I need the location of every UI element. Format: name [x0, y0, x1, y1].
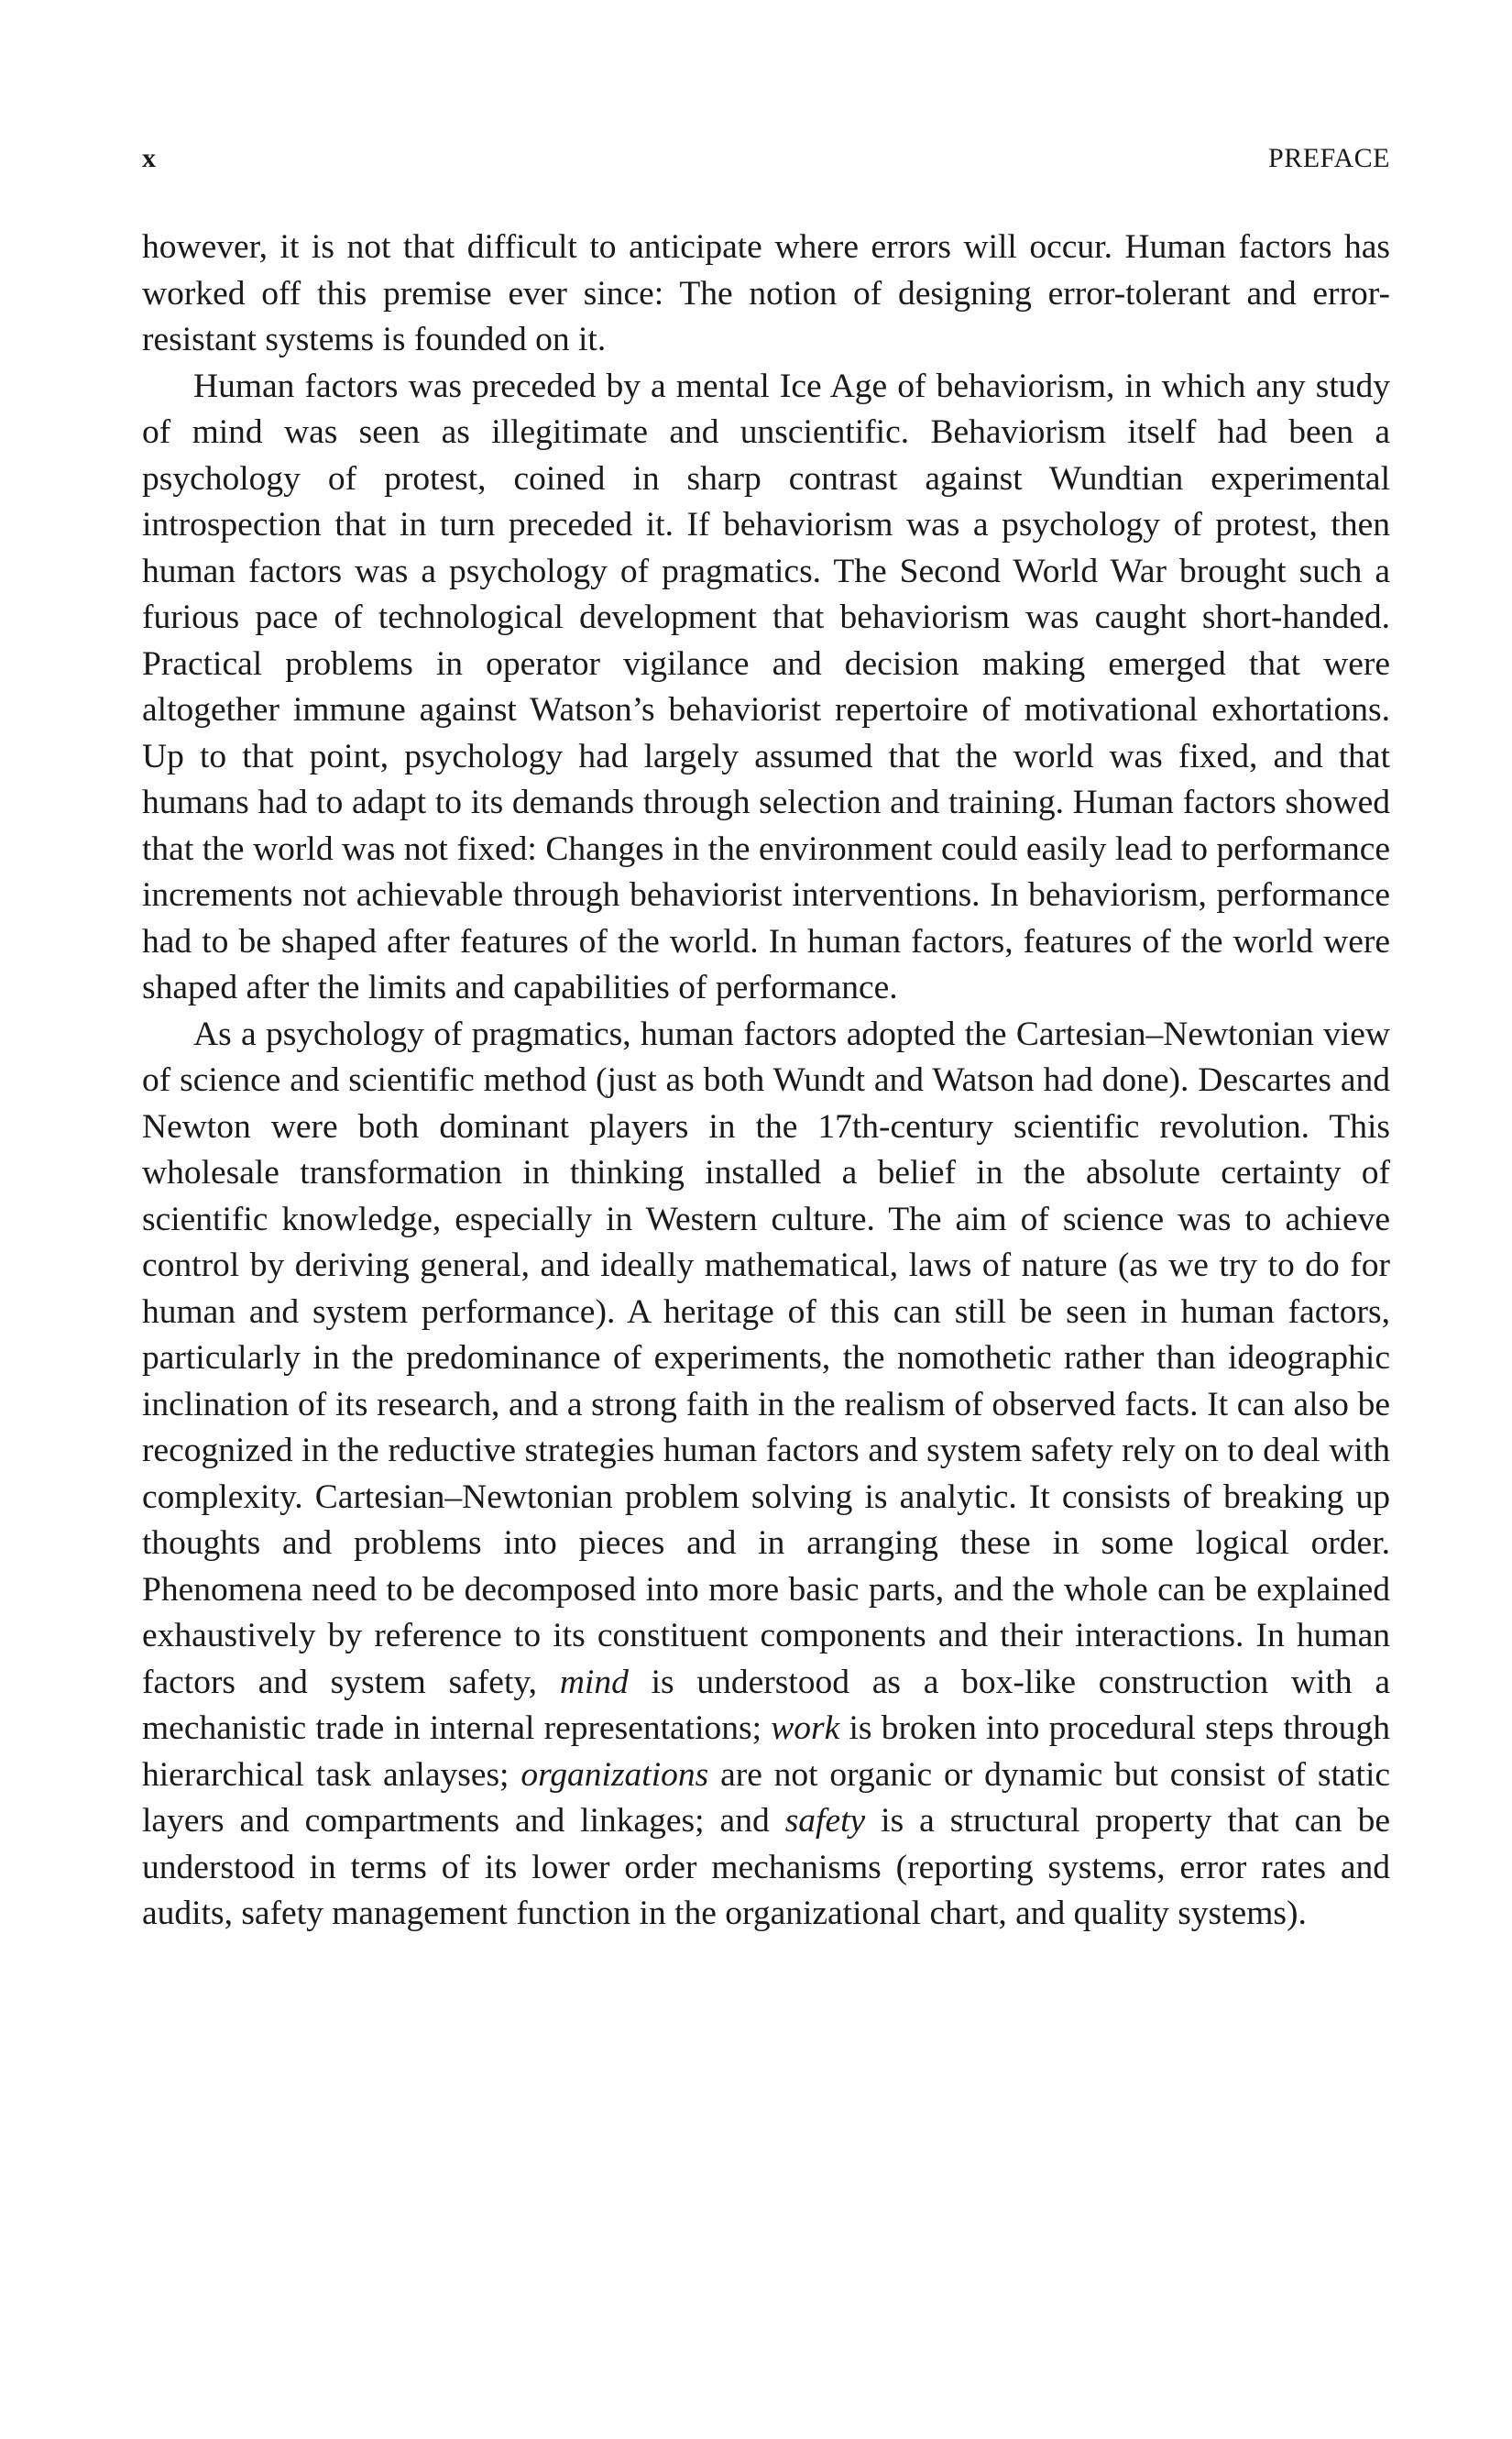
- paragraph-3: [142, 1012, 1390, 1938]
- term-safety: safety: [784, 1802, 866, 1840]
- paragraph-2: Human factors was preceded by a mental Ice Age of behaviorism, in which any study of mind was seen as illegitimate and unscientific. Behaviorism itself had been a psychology of protest, coined in sharp contrast against Wundtian experimental introspection that in turn preceded it. If behaviorism was a psychology of protest, then human factors was a psychology of pragmatics. The Second World War brought such a furious pace of technological development that behaviorism was caught short-handed. Practical problems in operator vigilance and decision making emerged that were altogether immune against Watson’s behaviorist repertoire of motivational exhortations. Up to that point, psychology had largely assumed that the world was fixed, and that humans had to adapt to its demands through selection and training. Human factors showed that the world was not fixed: Changes in the environment could easily lead to performance increments not achievable through behaviorist interventions. In behaviorism, performance had to be shaped after features of the world. In human factors, features of the world were shaped after the limits and capabilities of performance.: [142, 367, 1390, 1006]
- paragraph-3-part-5: is a structural property that can be understood in terms of its lower order mechanisms (reporting systems, error rates and audits, safety management function in the organizational chart, and quality systems).: [142, 1802, 1390, 1932]
- term-work: work: [771, 1709, 840, 1747]
- term-organizations: organizations: [520, 1755, 709, 1794]
- paragraph-3-part-4: are not organic or dynamic but consist of static layers and compartments and linkages; and: [142, 1755, 1391, 1840]
- running-section-title: PREFACE: [1268, 143, 1390, 173]
- term-mind: mind: [559, 1663, 629, 1701]
- paragraph-3-part-1: As a psychology of pragmatics, human factors adopted the Cartesian–Newtonian view of science and scientific method (just as both Wundt and Watson had done). Descartes and Newton were both dominant players in the 17th-century scientific revolution. This wholesale transformation in thinking installed a belief in the absolute certainty of scientific knowledge, especially in Western culture. The aim of science was to achieve control by deriving general, and ideally mathematical, laws of nature (as we try to do for human and system performance). A heritage of this can still be seen in human factors, particularly in the predominance of experiments, the nomothetic rather than ideographic inclination of its research, and a strong faith in the realism of observed facts. It can also be recognized in the reductive strategies human factors and system safety rely on to deal with complexity. Cartesian–Newtonian problem solving is analytic. It consists of breaking up thoughts and problems into pieces and in arranging these in some logical order. Phenomena need to be decomposed into more basic parts, and the whole can be explained exhaustively by reference to its constituent components and their interactions. In human factors and system safety,: [142, 1015, 1390, 1701]
- paragraph-3-part-2: is understood as a box-like construction with a mechanistic trade in internal representations;: [142, 1663, 1390, 1747]
- running-head: [142, 136, 1390, 181]
- page-number: x: [142, 143, 156, 173]
- paragraph-1: however, it is not that difficult to anticipate where errors will occur. Human factors has worked off this premise ever since: The notion of designing error-tolerant and error-resistant systems is founded on it.: [142, 228, 1390, 358]
- body-text: [142, 225, 1390, 1938]
- paragraph-3-part-3: is broken into procedural steps through hierarchical task anlayses;: [142, 1709, 1391, 1794]
